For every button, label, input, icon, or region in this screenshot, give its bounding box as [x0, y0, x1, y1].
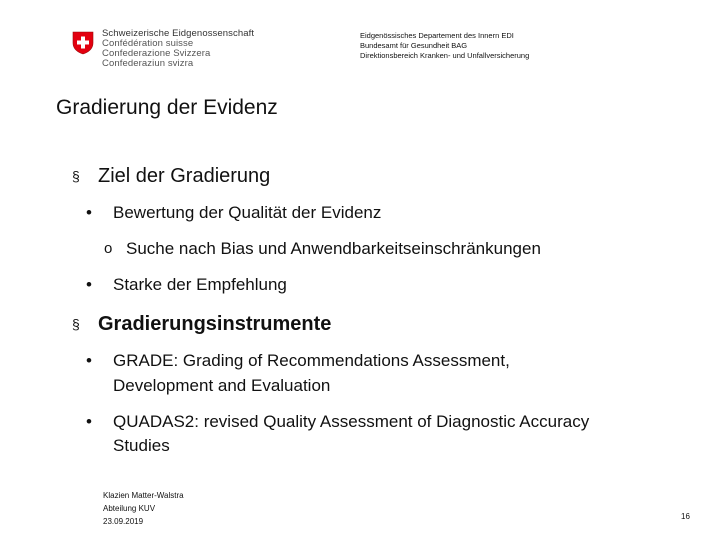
list-item-text: Starke der Empfehlung: [113, 275, 287, 294]
confederation-names: [102, 29, 254, 69]
list-item-text: Development and Evaluation: [113, 376, 331, 395]
list-bullet: •: [86, 351, 92, 370]
list-bullet: •: [86, 412, 92, 431]
section-bullet: §: [72, 168, 80, 184]
footer-author: Klazien Matter-Walstra: [103, 491, 184, 500]
list-bullet: •: [86, 275, 92, 294]
section-heading-text: Ziel der Gradierung: [98, 165, 271, 187]
confederation-name-rm: Confederaziun svizra: [102, 58, 194, 69]
sub-list-bullet: o: [104, 240, 113, 257]
list-item-text: Bewertung der Qualität der Evidenz: [113, 203, 382, 222]
confederation-name-de: Schweizerische Eidgenossenschaft: [102, 28, 255, 39]
confederation-name-fr: Confédération suisse: [102, 38, 194, 49]
footer-department: Abteilung KUV: [103, 504, 156, 513]
footer-info: [103, 489, 184, 528]
footer-date: 23.09.2019: [103, 517, 144, 526]
division-name: Direktionsbereich Kranken- und Unfallversicherung: [360, 51, 530, 60]
slide-title: Gradierung der Evidenz: [56, 96, 278, 119]
department-name: Eidgenössisches Departement des Innern EDI: [360, 31, 514, 40]
list-bullet: •: [86, 203, 92, 222]
office-name: Bundesamt für Gesundheit BAG: [360, 41, 468, 50]
sub-list-item-text: Suche nach Bias und Anwendbarkeitseinschränkungen: [126, 239, 541, 258]
section-heading-text: Gradierungsinstrumente: [98, 313, 332, 335]
list-item-text: GRADE: Grading of Recommendations Assessment,: [113, 351, 510, 370]
page-number: 16: [681, 512, 690, 521]
department-block: [360, 31, 529, 61]
list-item-text: Studies: [113, 436, 170, 455]
swiss-cross-icon: [71, 31, 95, 55]
confederation-name-it: Confederazione Svizzera: [102, 48, 211, 59]
list-item-text: QUADAS2: revised Quality Assessment of Diagnostic Accuracy: [113, 412, 590, 431]
section-bullet: §: [72, 316, 80, 332]
